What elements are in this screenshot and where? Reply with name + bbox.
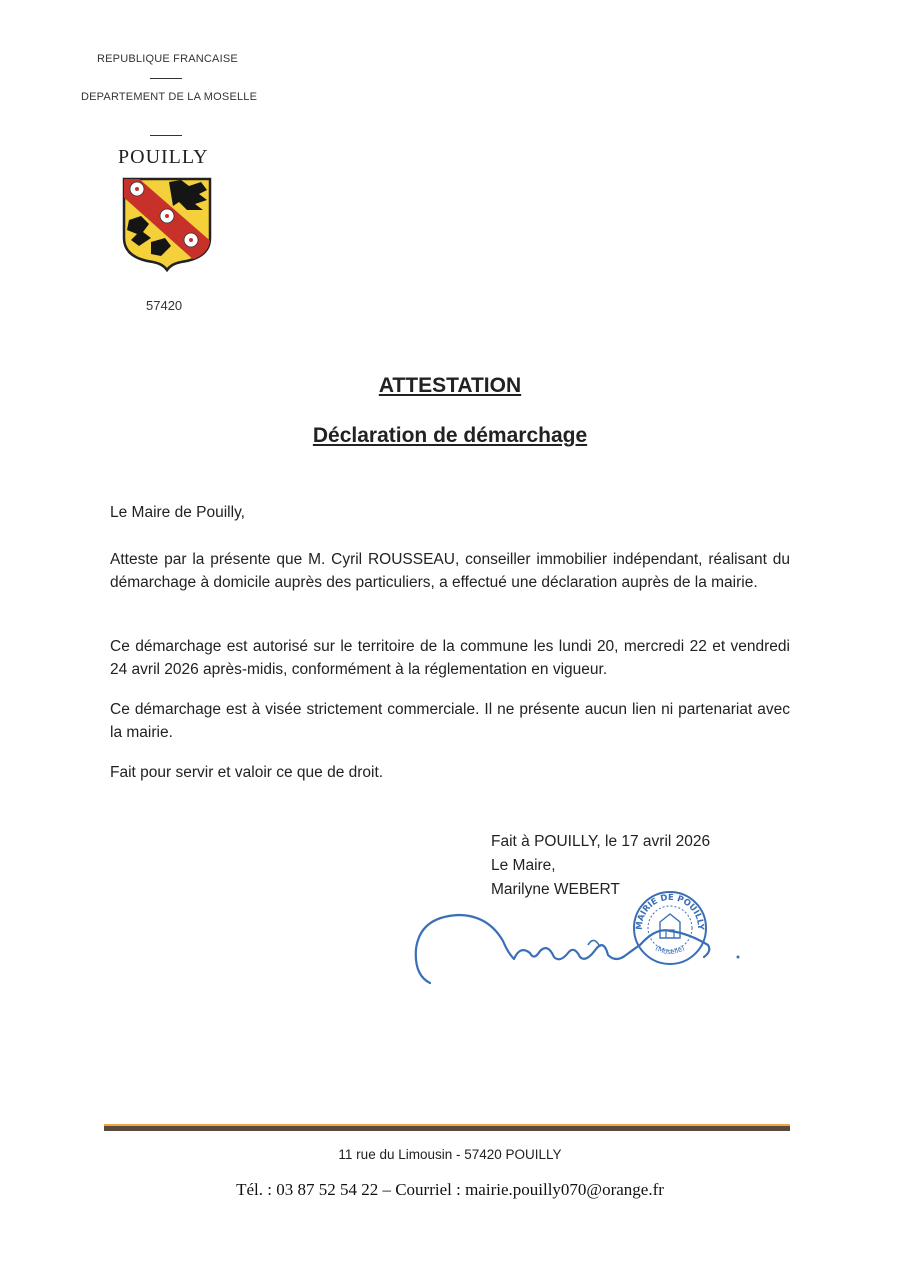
salutation: Le Maire de Pouilly,: [110, 504, 245, 521]
signature-role: Le Maire,: [491, 857, 556, 874]
signature-place-date: Fait à POUILLY, le 17 avril 2026: [491, 833, 711, 850]
paragraph-authorization: Ce démarchage est autorisé sur le territoire de la commune les lundi 20, mercredi 22 et vendredi 24 avril 2026 après-midis, conformément à la réglementation en vigueur.: [110, 638, 790, 678]
mairie-stamp: [630, 888, 710, 968]
footer-divider: [104, 1124, 790, 1131]
town-name: POUILLY: [118, 146, 209, 168]
coat-of-arms-icon: [121, 176, 213, 272]
signature-name: Marilyne WEBERT: [491, 881, 620, 898]
footer-contact: Tél. : 03 87 52 54 22 – Courriel : mairie.pouilly070@orange.fr: [236, 1180, 664, 1199]
paragraph-commercial: Ce démarchage est à visée strictement commerciale. Il ne présente aucun lien ni partenariat avec la mairie.: [110, 701, 790, 741]
paragraph-attestation: Atteste par la présente que M. Cyril ROUSSEAU, conseiller immobilier indépendant, réalisant du démarchage à domicile auprès des particuliers, a effectué une déclaration auprès de la mairie.: [110, 551, 790, 591]
republic-heading: REPUBLIQUE FRANCAISE: [97, 53, 238, 65]
postcode: 57420: [146, 298, 183, 313]
stamp-text: MAIRIE DE POUILLY: [634, 892, 706, 931]
department-heading: DEPARTEMENT DE LA MOSELLE: [81, 91, 258, 103]
town-separator: [150, 135, 182, 136]
paragraph-closing: Fait pour servir et valoir ce que de droit.: [110, 764, 384, 781]
coat-of-arms: [121, 176, 213, 272]
svg-text:(Moselle): [654, 944, 687, 956]
header-separator: [150, 78, 182, 79]
document-title: ATTESTATION: [378, 374, 522, 397]
footer-address: 11 rue du Limousin - 57420 POUILLY: [338, 1147, 562, 1162]
stamp-bottom-text: (Moselle): [653, 944, 687, 957]
document-subtitle: Déclaration de démarchage: [312, 424, 588, 447]
svg-text:MAIRIE DE POUILLY: [635, 893, 705, 931]
